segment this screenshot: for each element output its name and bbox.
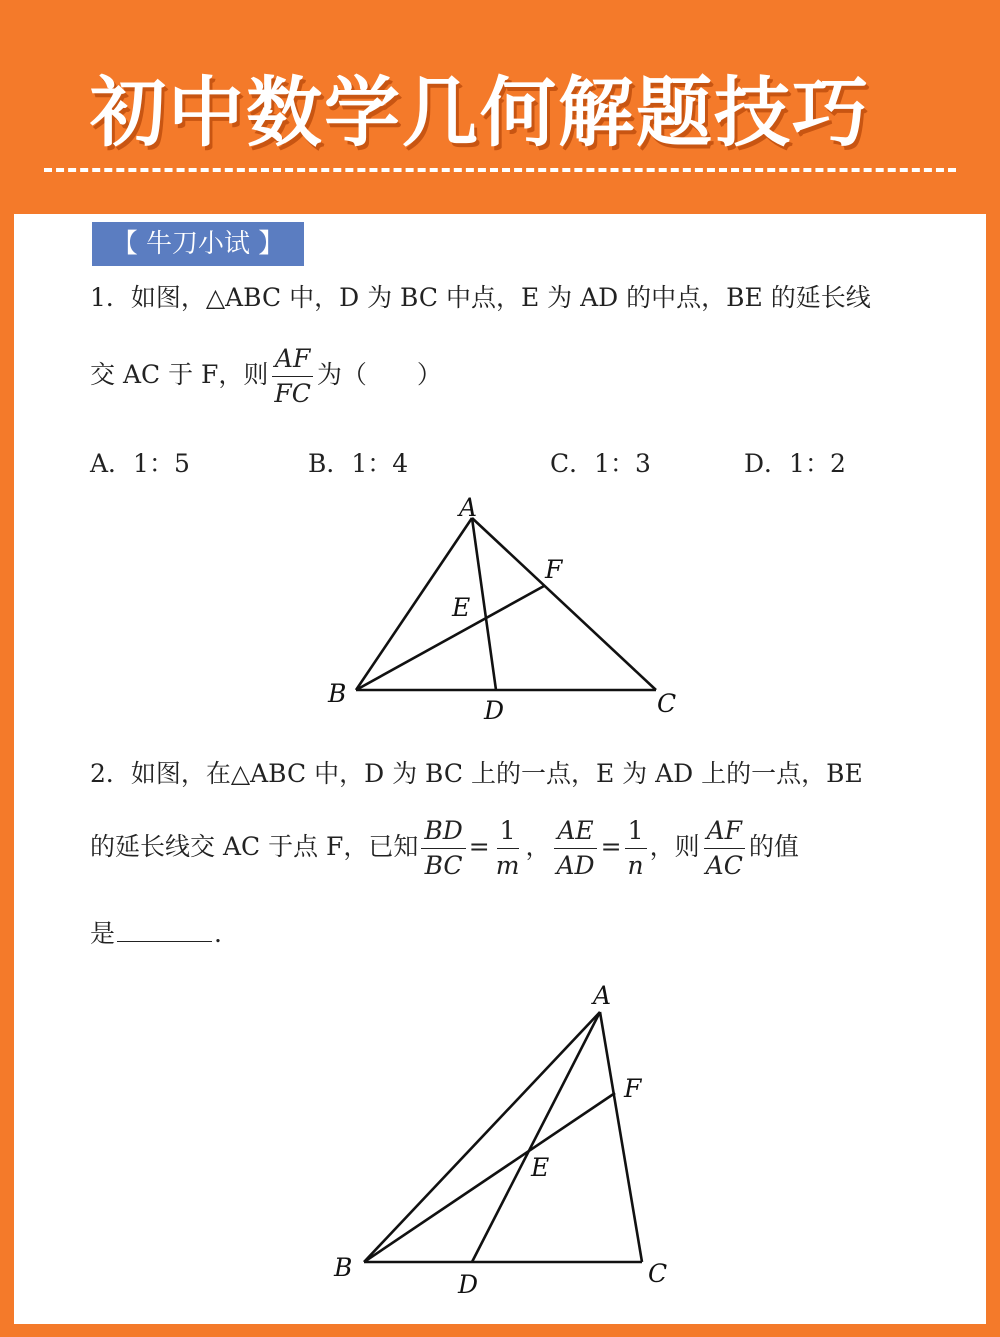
q1-option-b[interactable]: B．1：4 bbox=[308, 449, 409, 478]
q2-f4-num: 1 bbox=[625, 814, 647, 849]
figure-2 bbox=[333, 981, 667, 1299]
q2-f2-den: m bbox=[495, 851, 520, 880]
q2-line2-pre: 的延长线交 AC 于点 F，已知 bbox=[90, 832, 419, 861]
fig1-label-f: F bbox=[545, 555, 563, 584]
fig2-segment-bf bbox=[364, 1093, 615, 1262]
q1-frac-num: AF bbox=[272, 342, 313, 377]
q2-eq2: = bbox=[600, 832, 622, 861]
q2-f2-num: 1 bbox=[497, 814, 519, 849]
figure-1 bbox=[327, 493, 676, 725]
fig1-label-e: E bbox=[452, 593, 471, 622]
q2-f5-den: AC bbox=[705, 851, 743, 880]
q2-f3-num: AE bbox=[554, 814, 596, 849]
fig2-label-e: E bbox=[531, 1153, 550, 1182]
fig2-label-a: A bbox=[593, 981, 612, 1010]
fig2-side-ab bbox=[364, 1012, 600, 1262]
q2-line3-pre: 是 bbox=[90, 919, 116, 948]
q2-eq1: = bbox=[468, 832, 490, 861]
q1-option-a[interactable]: A．1：5 bbox=[90, 449, 190, 478]
q2-line3-post: . bbox=[214, 919, 222, 948]
fig2-label-d: D bbox=[458, 1270, 479, 1299]
fig2-label-c: C bbox=[648, 1259, 668, 1288]
page-title: 初中数学几何解题技巧 bbox=[90, 68, 870, 157]
fig2-label-f: F bbox=[624, 1074, 642, 1103]
q2-mid: ，则 bbox=[649, 832, 700, 861]
fig1-segment-bf bbox=[356, 586, 544, 690]
q2-f3-den: AD bbox=[556, 851, 595, 880]
fig1-label-a: A bbox=[459, 493, 478, 522]
q1-line2-post: 为（ ） bbox=[316, 360, 442, 389]
fig1-side-ac bbox=[472, 518, 656, 690]
fig1-segment-ad bbox=[472, 518, 496, 690]
fig2-segment-ad bbox=[472, 1012, 600, 1262]
fig1-label-d: D bbox=[484, 696, 505, 725]
q1-option-c[interactable]: C．1：3 bbox=[550, 449, 651, 478]
fig2-label-b: B bbox=[334, 1253, 353, 1282]
section-tag: 【 牛刀小试 】 bbox=[92, 222, 304, 266]
q1-text-line1: 1．如图，△ABC 中，D 为 BC 中点，E 为 AD 的中点，BE 的延长线 bbox=[90, 283, 871, 312]
q2-comma: ， bbox=[525, 832, 551, 861]
q2-line2-post: 的值 bbox=[748, 832, 799, 861]
q2-f5-num: AF bbox=[704, 814, 745, 849]
q1-option-d[interactable]: D．1：2 bbox=[744, 449, 846, 478]
fig2-side-ac bbox=[600, 1012, 642, 1262]
q2-f1-num: BD bbox=[421, 814, 465, 849]
q2-text-line1: 2．如图，在△ABC 中，D 为 BC 上的一点，E 为 AD 上的一点，BE bbox=[90, 759, 863, 788]
q2-f1-den: BC bbox=[424, 851, 463, 880]
fig1-label-b: B bbox=[328, 679, 347, 708]
q1-frac-den: FC bbox=[274, 379, 311, 408]
q2-f4-den: n bbox=[627, 851, 644, 880]
fig1-label-c: C bbox=[657, 689, 677, 718]
q1-line2-pre: 交 AC 于 F，则 bbox=[90, 360, 269, 389]
